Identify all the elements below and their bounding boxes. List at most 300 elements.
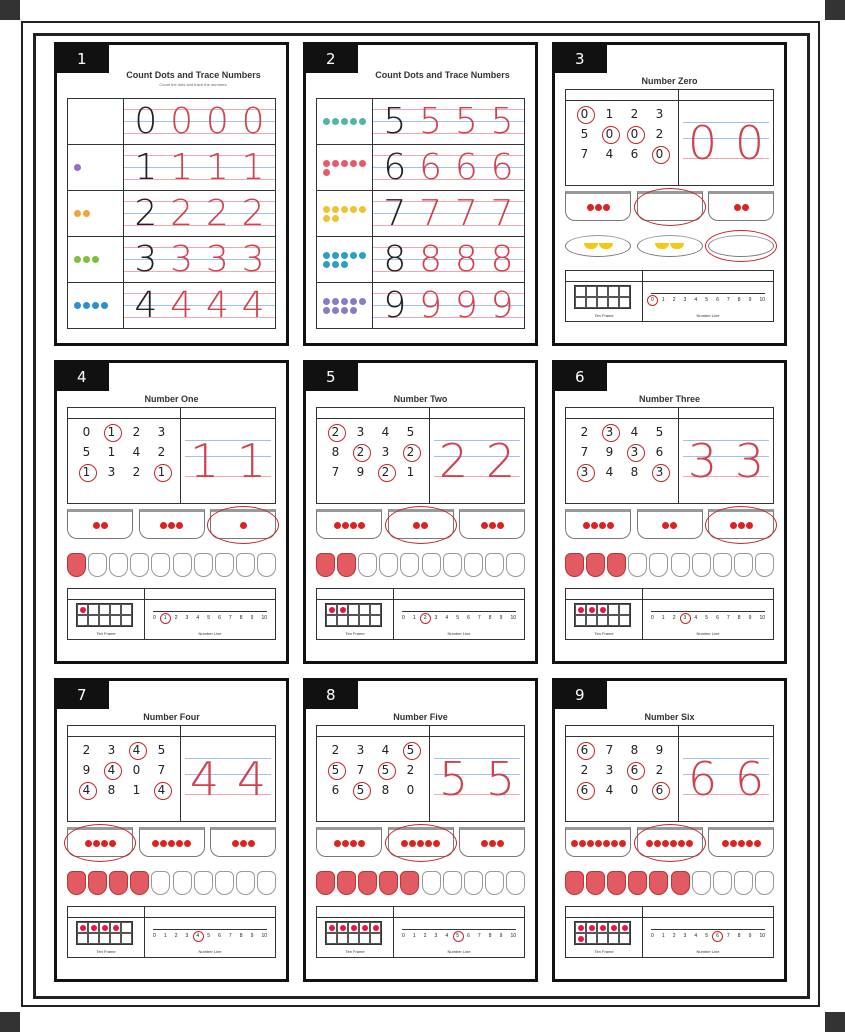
acorn-icon[interactable] xyxy=(565,553,584,577)
acorn-icon[interactable] xyxy=(316,553,335,577)
ten-frame-cell[interactable] xyxy=(608,615,619,626)
basket[interactable] xyxy=(708,827,774,857)
ten-frame-cell[interactable] xyxy=(326,933,337,944)
ten-frame-cell[interactable] xyxy=(575,297,586,308)
basket[interactable] xyxy=(139,827,205,857)
acorn-icon[interactable] xyxy=(257,553,276,577)
acorn-icon[interactable] xyxy=(649,871,668,895)
basket[interactable] xyxy=(708,509,774,539)
ten-frame[interactable] xyxy=(76,603,133,627)
grid-digit: 6 xyxy=(622,761,647,779)
number-line-tick[interactable]: 3 xyxy=(683,933,687,939)
number-line-tick[interactable]: 8 xyxy=(239,933,243,939)
acorn-icon[interactable] xyxy=(443,871,462,895)
number-line-tick[interactable]: 7 xyxy=(726,615,730,621)
grid-digit: 9 xyxy=(605,445,614,459)
acorn-icon[interactable] xyxy=(671,871,690,895)
acorn-icon[interactable] xyxy=(734,553,753,577)
number-line-tick[interactable]: 5 xyxy=(207,933,210,939)
ten-frame-cell[interactable] xyxy=(619,604,630,615)
count-dot xyxy=(359,206,366,213)
ten-frame[interactable] xyxy=(574,921,631,945)
ten-frame-cell[interactable] xyxy=(337,604,348,615)
number-line-tick[interactable]: 2 xyxy=(174,615,178,621)
ten-frame-cell[interactable] xyxy=(359,933,370,944)
number-line-tick[interactable]: 7 xyxy=(726,297,730,303)
number-line-tick[interactable]: 4 xyxy=(694,297,698,303)
acorn-icon[interactable] xyxy=(88,553,107,577)
acorn-icon[interactable] xyxy=(628,871,647,895)
trace-write-panel xyxy=(181,408,275,503)
trace-digits xyxy=(679,100,773,185)
acorn-icon[interactable] xyxy=(692,871,711,895)
acorn-icon[interactable] xyxy=(88,871,107,895)
read-circle-panel xyxy=(566,408,679,503)
ten-frame-cell[interactable] xyxy=(337,933,348,944)
number-line-tick[interactable]: 3 xyxy=(185,615,189,621)
ten-frame-cell[interactable] xyxy=(597,615,608,626)
count-dot xyxy=(332,298,339,305)
apple-icon xyxy=(425,840,432,847)
acorn-icon[interactable] xyxy=(586,871,605,895)
ten-frame[interactable] xyxy=(325,603,382,627)
number-line-tick[interactable]: 10 xyxy=(510,933,516,939)
apple-icon xyxy=(168,522,175,529)
ten-frame-cell[interactable] xyxy=(326,604,337,615)
acorn-icon[interactable] xyxy=(671,553,690,577)
acorn-icon[interactable] xyxy=(506,871,525,895)
number-line-tick[interactable]: 5 xyxy=(456,615,459,621)
acorn-icon[interactable] xyxy=(400,871,419,895)
number-line-tick[interactable]: 6 xyxy=(716,933,719,939)
ten-frame-cell[interactable] xyxy=(370,615,381,626)
acorn-icon[interactable] xyxy=(713,553,732,577)
number-line-tick[interactable]: 9 xyxy=(748,297,752,303)
acorn-icon[interactable] xyxy=(628,553,647,577)
number-line-tick[interactable]: 3 xyxy=(683,297,687,303)
number-line-tick[interactable]: 2 xyxy=(174,933,178,939)
corner-mark-bottom-left xyxy=(0,1012,20,1032)
read-and-trace-section xyxy=(67,725,276,822)
basket[interactable] xyxy=(637,509,703,539)
grid-digit: 5 xyxy=(348,781,373,799)
acorn-icon[interactable] xyxy=(194,871,213,895)
basket[interactable] xyxy=(388,509,454,539)
acorn-icon[interactable] xyxy=(506,553,525,577)
model-digit: 5 xyxy=(383,100,407,142)
ten-frame-cell[interactable] xyxy=(575,286,586,297)
number-line-tick[interactable]: 9 xyxy=(250,615,254,621)
number-line-tick[interactable]: 0 xyxy=(651,933,654,939)
basket[interactable] xyxy=(459,827,525,857)
ten-frame-cell[interactable] xyxy=(370,933,381,944)
number-line-panel xyxy=(643,589,773,639)
trace-digit: 6 xyxy=(490,146,514,188)
ten-frame-cell[interactable] xyxy=(359,922,370,933)
apple-icon xyxy=(587,840,594,847)
number-line-tick[interactable]: 4 xyxy=(196,615,200,621)
grid-digit: 4 xyxy=(381,425,390,439)
read-and-trace-section xyxy=(316,407,525,504)
number-line-tick[interactable]: 10 xyxy=(261,933,267,939)
grid-digit: 8 xyxy=(630,465,639,479)
ten-frame-header xyxy=(317,589,393,600)
acorn-icon[interactable] xyxy=(67,871,86,895)
ten-frame-cell[interactable] xyxy=(77,604,88,615)
ten-frame-number-line xyxy=(565,906,774,958)
acorn-icon[interactable] xyxy=(734,871,753,895)
acorn-icon[interactable] xyxy=(464,553,483,577)
ten-frame-cell[interactable] xyxy=(586,922,597,933)
number-line-tick[interactable]: 0 xyxy=(153,933,156,939)
ten-frame-cell[interactable] xyxy=(586,933,597,944)
acorn-icon[interactable] xyxy=(485,871,504,895)
ten-frame-cell[interactable] xyxy=(121,604,132,615)
acorn-icon[interactable] xyxy=(130,553,149,577)
acorn-icon[interactable] xyxy=(257,871,276,895)
ten-frame-cell[interactable] xyxy=(337,922,348,933)
number-line-tick[interactable]: 8 xyxy=(488,615,492,621)
number-line-panel xyxy=(145,589,275,639)
acorn-icon[interactable] xyxy=(586,553,605,577)
acorn-icon[interactable] xyxy=(316,871,335,895)
ten-frame-cell[interactable] xyxy=(608,922,619,933)
apple-icon xyxy=(417,840,424,847)
ten-frame-cell[interactable] xyxy=(619,933,630,944)
count-dot xyxy=(341,160,348,167)
number-line-tick[interactable]: 0 xyxy=(402,933,405,939)
number-line-tick[interactable]: 8 xyxy=(737,615,741,621)
plate[interactable] xyxy=(637,235,703,257)
number-line-tick[interactable]: 8 xyxy=(239,615,243,621)
apple-icon xyxy=(571,840,578,847)
acorn-icon[interactable] xyxy=(151,553,170,577)
number-line-tick[interactable]: 1 xyxy=(163,615,167,621)
apple-icon xyxy=(358,522,365,529)
ten-frame-cell[interactable] xyxy=(619,286,630,297)
ten-frame-cell[interactable] xyxy=(348,615,359,626)
ten-frame[interactable] xyxy=(76,921,133,945)
number-line-tick[interactable]: 8 xyxy=(737,933,741,939)
grid-digit: 9 xyxy=(82,763,91,777)
ten-frame[interactable] xyxy=(574,285,631,309)
acorn-icon[interactable] xyxy=(337,553,356,577)
acorn-icon[interactable] xyxy=(173,871,192,895)
ten-frame-cell[interactable] xyxy=(597,604,608,615)
grid-digit: 4 xyxy=(124,741,149,759)
basket-row xyxy=(67,827,276,857)
acorn-icon[interactable] xyxy=(443,553,462,577)
ten-frame-cell[interactable] xyxy=(326,922,337,933)
number-line-tick[interactable]: 7 xyxy=(477,933,481,939)
number-line-tick[interactable]: 5 xyxy=(705,615,708,621)
ten-frame-cell[interactable] xyxy=(326,615,337,626)
ten-frame-cell[interactable] xyxy=(99,615,110,626)
number-line-tick[interactable]: 6 xyxy=(467,933,470,939)
number-line-tick[interactable]: 5 xyxy=(705,297,708,303)
basket[interactable] xyxy=(316,509,382,539)
grid-digit: 1 xyxy=(605,107,614,121)
number-line-panel xyxy=(643,907,773,957)
ten-frame-cell[interactable] xyxy=(608,933,619,944)
ten-frame-cell[interactable] xyxy=(110,922,121,933)
number-line-tick[interactable]: 10 xyxy=(261,615,267,621)
number-line-header xyxy=(643,907,773,918)
number-line-tick[interactable]: 10 xyxy=(759,933,765,939)
acorn-icon[interactable] xyxy=(109,871,128,895)
acorn-icon[interactable] xyxy=(422,553,441,577)
ten-frame-cell[interactable] xyxy=(348,933,359,944)
number-line-tick[interactable]: 2 xyxy=(423,933,427,939)
plate[interactable] xyxy=(708,235,774,257)
number-line-tick[interactable]: 6 xyxy=(716,297,719,303)
number-line-tick[interactable]: 0 xyxy=(153,615,156,621)
plate[interactable] xyxy=(565,235,631,257)
number-line-tick[interactable]: 9 xyxy=(250,933,254,939)
ten-frame-cell[interactable] xyxy=(99,933,110,944)
number-line-tick[interactable]: 3 xyxy=(434,933,438,939)
acorn-icon[interactable] xyxy=(215,871,234,895)
acorn-icon[interactable] xyxy=(236,553,255,577)
acorn-icon[interactable] xyxy=(67,553,86,577)
ten-frame-cell[interactable] xyxy=(619,615,630,626)
basket[interactable] xyxy=(708,191,774,221)
apple-icon xyxy=(481,840,488,847)
basket[interactable] xyxy=(565,827,631,857)
banana-icon xyxy=(670,243,684,249)
number-line-tick[interactable]: 1 xyxy=(661,615,665,621)
ten-frame-cell[interactable] xyxy=(370,922,381,933)
acorn-icon[interactable] xyxy=(215,553,234,577)
ten-frame-cell[interactable] xyxy=(586,297,597,308)
ten-frame-cell[interactable] xyxy=(348,604,359,615)
number-line-tick[interactable]: 1 xyxy=(661,297,665,303)
acorn-icon[interactable] xyxy=(130,871,149,895)
trace-cell xyxy=(373,237,524,282)
basket[interactable] xyxy=(210,509,276,539)
ten-frame-cell[interactable] xyxy=(586,286,597,297)
ten-frame-cell[interactable] xyxy=(88,922,99,933)
number-line-tick[interactable]: 4 xyxy=(694,933,698,939)
number-line-tick[interactable]: 6 xyxy=(218,615,221,621)
ten-frame-cell[interactable] xyxy=(121,933,132,944)
page-number-tab: 6 xyxy=(555,363,607,391)
number-line-tick[interactable]: 9 xyxy=(748,933,752,939)
number-line-tick[interactable]: 2 xyxy=(672,933,676,939)
number-line-tick[interactable]: 4 xyxy=(445,615,449,621)
ten-frame-cell[interactable] xyxy=(99,922,110,933)
basket[interactable] xyxy=(565,191,631,221)
trace-digit: 9 xyxy=(454,284,478,326)
ten-frame-cell[interactable] xyxy=(597,933,608,944)
ten-frame-cell[interactable] xyxy=(348,922,359,933)
grid-digit: 2 xyxy=(398,443,423,461)
number-line-tick[interactable]: 9 xyxy=(499,933,503,939)
number-line-tick[interactable]: 7 xyxy=(726,933,730,939)
ten-frame-cell[interactable] xyxy=(77,615,88,626)
number-line-tick[interactable]: 1 xyxy=(412,933,416,939)
ten-frame[interactable] xyxy=(325,921,382,945)
acorn-icon[interactable] xyxy=(358,553,377,577)
grid-digit: 3 xyxy=(605,763,614,777)
acorn-icon[interactable] xyxy=(565,871,584,895)
ten-frame-cell[interactable] xyxy=(619,297,630,308)
number-line-tick[interactable]: 7 xyxy=(228,933,232,939)
ten-frame-cell[interactable] xyxy=(88,604,99,615)
ten-frame-cell[interactable] xyxy=(88,933,99,944)
read-circle-panel xyxy=(566,726,679,821)
read-and-trace-section xyxy=(565,89,774,186)
number-line-tick[interactable]: 3 xyxy=(434,615,438,621)
ten-frame-cell[interactable] xyxy=(121,615,132,626)
acorn-icon[interactable] xyxy=(151,871,170,895)
ten-frame-cell[interactable] xyxy=(88,615,99,626)
acorn-icon[interactable] xyxy=(755,871,774,895)
ten-frame-cell[interactable] xyxy=(370,604,381,615)
ten-frame-cell[interactable] xyxy=(77,922,88,933)
read-circle-header xyxy=(68,726,180,737)
ten-frame-cell[interactable] xyxy=(608,286,619,297)
number-line-tick[interactable]: 2 xyxy=(672,297,676,303)
acorn-icon[interactable] xyxy=(692,553,711,577)
acorn-icon[interactable] xyxy=(358,871,377,895)
number-line-axis xyxy=(651,293,765,294)
ten-frame-cell[interactable] xyxy=(575,933,586,944)
basket[interactable] xyxy=(67,827,133,857)
number-line-tick[interactable]: 8 xyxy=(737,297,741,303)
basket[interactable] xyxy=(388,827,454,857)
acorn-icon[interactable] xyxy=(422,871,441,895)
acorn-icon[interactable] xyxy=(236,871,255,895)
basket[interactable] xyxy=(637,827,703,857)
ten-frame-cell[interactable] xyxy=(608,297,619,308)
trace-digit: 5 xyxy=(490,100,514,142)
number-line-tick[interactable]: 2 xyxy=(672,615,676,621)
number-line-tick[interactable]: 5 xyxy=(207,615,210,621)
grid-digit: 4 xyxy=(605,147,614,161)
basket[interactable] xyxy=(67,509,133,539)
number-line-tick[interactable]: 10 xyxy=(759,297,765,303)
ten-frame-cell[interactable] xyxy=(575,922,586,933)
acorn-icon[interactable] xyxy=(337,871,356,895)
count-dot xyxy=(332,206,339,213)
count-dot xyxy=(323,252,330,259)
ten-frame[interactable] xyxy=(574,603,631,627)
acorn-icon[interactable] xyxy=(755,553,774,577)
acorn-icon[interactable] xyxy=(485,553,504,577)
basket[interactable] xyxy=(139,509,205,539)
ten-frame-cell[interactable] xyxy=(121,922,132,933)
acorn-icon[interactable] xyxy=(607,871,626,895)
number-line-axis xyxy=(153,929,267,930)
number-line-tick[interactable]: 8 xyxy=(488,933,492,939)
acorn-icon[interactable] xyxy=(713,871,732,895)
acorn-icon[interactable] xyxy=(464,871,483,895)
ten-frame-cell[interactable] xyxy=(597,922,608,933)
grid-digit: 3 xyxy=(381,445,390,459)
ten-frame-cell[interactable] xyxy=(597,297,608,308)
basket[interactable] xyxy=(316,827,382,857)
number-line-tick[interactable]: 1 xyxy=(163,933,167,939)
acorn-icon[interactable] xyxy=(194,553,213,577)
acorn-icon[interactable] xyxy=(173,553,192,577)
number-line-tick[interactable]: 0 xyxy=(651,297,654,303)
count-dot xyxy=(341,118,348,125)
ten-frame-cell[interactable] xyxy=(586,615,597,626)
number-line-tick[interactable]: 2 xyxy=(423,615,427,621)
basket[interactable] xyxy=(459,509,525,539)
number-line-tick[interactable]: 3 xyxy=(683,615,687,621)
ten-frame-cell[interactable] xyxy=(608,604,619,615)
ten-frame-cell[interactable] xyxy=(99,604,110,615)
ten-frame-number-line xyxy=(316,906,525,958)
number-line-tick[interactable]: 0 xyxy=(651,615,654,621)
number-line-tick[interactable]: 3 xyxy=(185,933,189,939)
number-line-tick[interactable]: 5 xyxy=(705,933,708,939)
number-line-tick[interactable]: 9 xyxy=(748,615,752,621)
ten-frame-cell[interactable] xyxy=(359,604,370,615)
ten-frame-cell[interactable] xyxy=(575,615,586,626)
grid-digit: 2 xyxy=(655,127,664,141)
number-line-tick[interactable]: 4 xyxy=(445,933,449,939)
number-line-tick[interactable]: 10 xyxy=(510,615,516,621)
number-line-tick[interactable]: 10 xyxy=(759,615,765,621)
acorn-icon[interactable] xyxy=(109,553,128,577)
number-line-tick[interactable]: 9 xyxy=(499,615,503,621)
acorn-icon[interactable] xyxy=(649,553,668,577)
ten-frame-cell[interactable] xyxy=(575,604,586,615)
acorn-icon[interactable] xyxy=(400,553,419,577)
ten-frame-cell[interactable] xyxy=(597,286,608,297)
number-line-tick[interactable]: 6 xyxy=(716,615,719,621)
ten-frame-cell[interactable] xyxy=(337,615,348,626)
ten-frame-number-line xyxy=(67,906,276,958)
count-dot xyxy=(341,307,348,314)
apple-icon xyxy=(730,840,737,847)
number-line-tick[interactable]: 6 xyxy=(218,933,221,939)
number-line-tick[interactable]: 4 xyxy=(694,615,698,621)
number-line-tick[interactable]: 7 xyxy=(477,615,481,621)
apple-icon xyxy=(160,522,167,529)
acorn-icon[interactable] xyxy=(379,871,398,895)
corner-mark-top-left xyxy=(0,0,20,20)
ten-frame-cell[interactable] xyxy=(110,604,121,615)
count-dot xyxy=(350,252,357,259)
acorn-row xyxy=(67,553,276,577)
basket[interactable] xyxy=(210,827,276,857)
ten-frame-cell[interactable] xyxy=(77,933,88,944)
number-line-tick[interactable]: 0 xyxy=(402,615,405,621)
ten-frame-cell[interactable] xyxy=(110,615,121,626)
acorn-icon[interactable] xyxy=(379,553,398,577)
ten-frame-cell[interactable] xyxy=(359,615,370,626)
trace-digit: 9 xyxy=(490,284,514,326)
ten-frame-cell[interactable] xyxy=(110,933,121,944)
basket[interactable] xyxy=(637,191,703,221)
basket-row xyxy=(565,191,774,221)
number-line-tick[interactable]: 6 xyxy=(467,615,470,621)
number-line-tick[interactable]: 1 xyxy=(661,933,665,939)
acorn-icon[interactable] xyxy=(607,553,626,577)
number-line-tick[interactable]: 7 xyxy=(228,615,232,621)
grid-digit: 2 xyxy=(323,423,348,441)
ten-frame-cell[interactable] xyxy=(619,922,630,933)
number-line-tick[interactable]: 5 xyxy=(456,933,459,939)
number-line-tick[interactable]: 1 xyxy=(412,615,416,621)
basket[interactable] xyxy=(565,509,631,539)
ten-frame-cell[interactable] xyxy=(586,604,597,615)
number-line-tick[interactable]: 4 xyxy=(196,933,200,939)
